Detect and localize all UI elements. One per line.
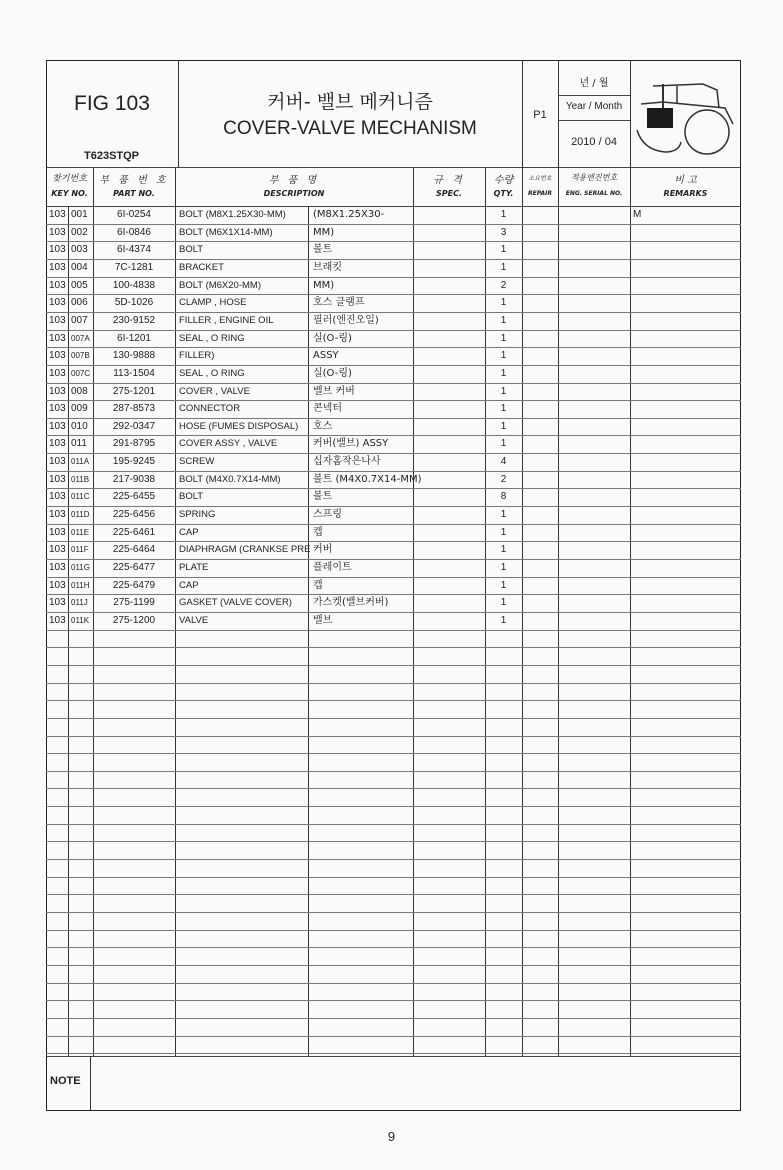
- cell-desc: CLAMP , HOSE: [179, 297, 247, 309]
- cell-desc: SPRING: [179, 509, 216, 520]
- table-row: [0, 612, 783, 630]
- cell-key: 004: [71, 261, 88, 273]
- cell-key: 011J: [71, 598, 88, 608]
- cell-fig: 103: [49, 420, 66, 432]
- cell-desc-kr: 브래킷: [313, 261, 342, 273]
- table-row: [0, 400, 783, 418]
- cell-part: 6I-0254: [117, 209, 151, 220]
- cell-part: 225-6461: [112, 526, 156, 538]
- row-line: [46, 700, 741, 701]
- cell-key: 011F: [71, 545, 89, 555]
- col-header-qty-en: QTY.: [493, 189, 514, 198]
- col-header-key-kr: 찾기번호: [52, 174, 87, 184]
- cell-key: 003: [71, 244, 88, 256]
- cell-qty: 1: [500, 209, 507, 220]
- cell-desc-kr: 콘넥터: [313, 403, 342, 415]
- year-month-korean: 년 / 월: [579, 78, 609, 89]
- cell-desc-kr: 볼트: [313, 491, 333, 503]
- cell-fig: 103: [49, 226, 66, 238]
- col-header-qty-kr: 수량: [493, 175, 514, 186]
- cell-qty: 1: [500, 350, 507, 362]
- cell-desc-kr: ASSY: [313, 350, 339, 362]
- col-header-spec-en: SPEC.: [436, 189, 462, 198]
- cell-desc: GASKET (VALVE COVER): [179, 597, 292, 609]
- cell-part: 292-0347: [112, 420, 156, 432]
- col-header-remarks-kr: 비 고: [674, 175, 697, 186]
- cell-key: 011B: [71, 474, 90, 484]
- col-header-desc-kr: 부 품 명: [268, 175, 320, 186]
- year-month-english: Year / Month: [565, 101, 623, 112]
- cell-part: 195-9245: [112, 456, 156, 468]
- cell-part: 100-4838: [112, 279, 156, 291]
- cell-part: 225-6456: [112, 509, 156, 520]
- cell-desc-kr: 볼트: [313, 244, 333, 256]
- cell-part: 6I-4374: [117, 244, 151, 256]
- col-header-repair-en: REPAIR: [527, 190, 553, 197]
- table-row: [0, 241, 783, 259]
- row-line: [46, 983, 741, 984]
- cell-desc: BOLT (M8X1.25X30-MM): [179, 209, 286, 220]
- cell-part: 225-6479: [112, 579, 156, 591]
- cell-part: 275-1200: [112, 615, 156, 626]
- cell-part: 275-1199: [113, 597, 155, 609]
- cell-qty: 1: [500, 244, 507, 256]
- table-row: [0, 365, 783, 383]
- cell-desc-kr: 볼트 (M4X0.7X14-MM): [313, 473, 422, 485]
- cell-fig: 103: [49, 279, 66, 291]
- cell-desc-kr: 스프링: [313, 509, 342, 520]
- cell-desc-kr: 호스: [313, 420, 333, 432]
- cell-qty: 1: [500, 509, 507, 520]
- cell-key: 011H: [71, 580, 90, 590]
- header-date-line-1: [558, 95, 630, 96]
- row-line: [46, 859, 741, 860]
- cell-key: 007B: [71, 351, 90, 361]
- cell-part: 287-8573: [112, 403, 156, 415]
- cell-fig: 103: [49, 456, 66, 468]
- cell-key: 007: [71, 314, 88, 326]
- row-line: [46, 806, 741, 807]
- cell-qty: 1: [500, 562, 507, 573]
- row-line: [46, 1018, 741, 1019]
- cell-qty: 1: [500, 544, 507, 556]
- cell-part: 6I-0846: [117, 226, 151, 238]
- cell-qty: 2: [500, 473, 507, 485]
- row-line: [46, 912, 741, 913]
- table-row: [0, 471, 783, 489]
- cell-fig: 103: [49, 438, 66, 450]
- cell-key: 011E: [71, 527, 90, 537]
- cell-desc: VALVE: [179, 615, 209, 626]
- cell-desc-kr: 실(O-링): [313, 367, 352, 379]
- cell-qty: 2: [500, 279, 507, 291]
- cell-key: 011G: [71, 563, 90, 572]
- cell-desc: CAP: [179, 526, 199, 538]
- tractor-illustration: [633, 64, 737, 164]
- cell-qty: 1: [500, 438, 507, 450]
- col-header-repair-kr: 소요번호: [528, 175, 552, 182]
- note-divider: [90, 1056, 91, 1111]
- cell-desc-kr: 캡: [313, 526, 323, 538]
- cell-qty: 1: [500, 261, 507, 273]
- cell-fig: 103: [49, 209, 66, 220]
- cell-key: 005: [71, 279, 88, 291]
- row-line: [46, 1053, 741, 1054]
- cell-qty: 1: [500, 314, 507, 326]
- cell-fig: 103: [49, 544, 66, 556]
- table-row: [0, 330, 783, 348]
- cell-fig: 103: [49, 509, 66, 520]
- cell-fig: 103: [49, 473, 66, 485]
- cell-part: 230-9152: [112, 314, 156, 326]
- cell-desc: BOLT: [179, 244, 204, 256]
- row-line: [46, 877, 741, 878]
- cell-part: 7C-1281: [114, 261, 154, 273]
- col-header-remarks-en: REMARKS: [663, 189, 708, 198]
- cell-key: 011: [71, 438, 87, 450]
- table-row: [0, 524, 783, 542]
- issue-date: 2010 / 04: [571, 136, 617, 148]
- cell-fig: 103: [49, 367, 66, 379]
- cell-fig: 103: [49, 579, 66, 591]
- cell-desc-kr: 실(O-링): [313, 332, 352, 344]
- cell-desc: HOSE (FUMES DISPOSAL): [179, 420, 299, 432]
- cell-part: 113-1504: [113, 367, 155, 379]
- table-row: [0, 347, 783, 365]
- cell-part: 217-9038: [112, 473, 156, 485]
- table-row: [0, 506, 783, 524]
- cell-desc-kr: 밸브: [313, 615, 333, 626]
- cell-part: 275-1201: [112, 385, 156, 397]
- cell-key: 008: [71, 385, 88, 397]
- row-line: [46, 647, 741, 648]
- table-row: [0, 453, 783, 471]
- table-row: [0, 435, 783, 453]
- cell-desc: DIAPHRAGM (CRANKSE PRE: [179, 544, 311, 556]
- table-row: [0, 277, 783, 295]
- cell-desc-kr: 십자홈작은나사: [313, 456, 381, 468]
- table-row: [0, 541, 783, 559]
- cell-part: 225-6455: [112, 491, 156, 503]
- cell-qty: 1: [500, 367, 507, 379]
- row-line: [46, 630, 741, 631]
- row-line: [46, 930, 741, 931]
- note-top-line: [46, 1056, 741, 1057]
- cell-fig: 103: [49, 615, 66, 626]
- cell-qty: 1: [500, 420, 507, 432]
- cell-desc: BOLT (M4X0.7X14-MM): [179, 473, 281, 485]
- col-header-spec-kr: 규 격: [433, 175, 465, 186]
- cell-fig: 103: [49, 332, 66, 344]
- row-line: [46, 894, 741, 895]
- cell-key: 010: [71, 420, 88, 432]
- cell-desc-kr: 밸브 커버: [313, 385, 355, 397]
- cell-key: 011A: [71, 457, 90, 467]
- cell-desc: FILLER , ENGINE OIL: [179, 314, 274, 326]
- table-row: [0, 418, 783, 436]
- table-row: [0, 259, 783, 277]
- cell-part: 5D-1026: [114, 297, 154, 309]
- cell-desc: SCREW: [179, 456, 215, 468]
- row-line: [46, 736, 741, 737]
- row-line: [46, 824, 741, 825]
- cell-qty: 4: [500, 456, 507, 468]
- cell-desc-kr: 캡: [313, 579, 323, 591]
- table-row: [0, 488, 783, 506]
- row-line: [46, 788, 741, 789]
- cell-qty: 1: [500, 332, 507, 344]
- header-date-line-2: [558, 120, 630, 121]
- cell-desc: COVER ASSY , VALVE: [179, 438, 278, 450]
- cell-desc: SEAL , O RING: [179, 367, 245, 379]
- cell-desc-kr: (M8X1.25X30-: [313, 209, 385, 220]
- col-header-part-kr: 부 품 번 호: [99, 175, 169, 186]
- cell-desc: BOLT (M6X20-MM): [179, 279, 261, 291]
- cell-key: 011D: [71, 510, 90, 519]
- cell-qty: 1: [500, 403, 507, 415]
- cell-desc: BOLT (M6X1X14-MM): [179, 226, 273, 238]
- row-line: [46, 947, 741, 948]
- row-line: [46, 1000, 741, 1001]
- cell-desc-kr: MM): [313, 279, 335, 291]
- row-line: [46, 665, 741, 666]
- row-line: [46, 965, 741, 966]
- cell-fig: 103: [49, 562, 66, 573]
- table-row: [0, 312, 783, 330]
- cell-key: 001: [71, 209, 88, 220]
- cell-key: 011K: [71, 616, 90, 625]
- table-row: [0, 577, 783, 595]
- table-row: [0, 383, 783, 401]
- header-bottom-line: [46, 167, 741, 168]
- cell-fig: 103: [49, 350, 66, 362]
- cell-remarks: M: [633, 209, 642, 220]
- col-header-desc-en: DESCRIPTION: [263, 189, 325, 198]
- cell-part: 130-9888: [112, 350, 156, 362]
- cell-key: 011C: [71, 492, 90, 502]
- col-header-key-en: KEY NO.: [51, 189, 88, 198]
- cell-key: 002: [71, 226, 88, 238]
- row-line: [46, 683, 741, 684]
- cell-desc-kr: 필러(엔진오일): [313, 314, 379, 326]
- cell-desc-kr: 커버(밸브) ASSY: [313, 438, 389, 450]
- cell-desc-kr: 플레이트: [313, 562, 352, 573]
- cell-desc: FILLER): [179, 350, 215, 362]
- cell-key: 009: [71, 403, 88, 415]
- cell-qty: 1: [500, 297, 507, 309]
- cell-qty: 3: [500, 226, 507, 238]
- engine-highlight: [647, 108, 673, 128]
- cell-desc: BOLT: [179, 491, 204, 503]
- cell-key: 007C: [71, 368, 91, 378]
- cell-qty: 1: [500, 615, 507, 626]
- cell-part: 6I-1201: [117, 332, 151, 344]
- col-header-part-en: PART NO.: [113, 189, 155, 198]
- cell-fig: 103: [49, 526, 66, 538]
- cell-qty: 1: [500, 526, 507, 538]
- cell-desc: BRACKET: [179, 261, 224, 273]
- title-english: COVER-VALVE MECHANISM: [223, 118, 477, 139]
- row-line: [46, 841, 741, 842]
- cell-fig: 103: [49, 297, 66, 309]
- cell-fig: 103: [49, 314, 66, 326]
- cell-part: 225-6464: [112, 544, 156, 556]
- table-row: [0, 206, 783, 224]
- row-line: [46, 1036, 741, 1037]
- cell-qty: 1: [500, 597, 507, 609]
- cell-desc-kr: 가스켓(밸브커버): [313, 597, 389, 609]
- row-line: [46, 753, 741, 754]
- cell-desc: SEAL , O RING: [179, 332, 245, 344]
- table-row: [0, 224, 783, 242]
- cell-qty: 1: [500, 385, 507, 397]
- col-header-eng-en: ENG. SERIAL NO.: [565, 190, 623, 197]
- cell-desc: PLATE: [179, 562, 209, 573]
- cell-desc: CONNECTOR: [179, 403, 241, 415]
- table-row: [0, 594, 783, 612]
- note-label: NOTE: [50, 1075, 81, 1087]
- title-korean: 커버- 밸브 메커니즘: [267, 91, 433, 113]
- cell-desc-kr: 호스 클램프: [313, 297, 365, 309]
- cell-qty: 8: [500, 491, 507, 503]
- cell-qty: 1: [500, 579, 507, 591]
- row-line: [46, 771, 741, 772]
- cell-desc: COVER , VALVE: [179, 385, 250, 397]
- page-code: P1: [533, 109, 547, 121]
- cell-fig: 103: [49, 261, 66, 273]
- cell-desc: CAP: [179, 579, 199, 591]
- page-number: 9: [387, 1129, 396, 1144]
- cell-desc-kr: 커버: [313, 544, 333, 556]
- col-header-eng-kr: 적용엔진번호: [570, 173, 618, 182]
- cell-fig: 103: [49, 244, 66, 256]
- cell-fig: 103: [49, 403, 66, 415]
- cell-fig: 103: [49, 597, 66, 609]
- cell-key: 006: [71, 297, 88, 309]
- cell-part: 291-8795: [112, 438, 156, 450]
- cell-desc-kr: MM): [313, 226, 335, 238]
- model-code: T623STQP: [84, 150, 140, 162]
- cell-key: 007A: [71, 333, 90, 343]
- cell-fig: 103: [49, 491, 66, 503]
- header-divider-4: [630, 60, 631, 167]
- table-row: [0, 294, 783, 312]
- table-row: [0, 559, 783, 577]
- cell-fig: 103: [49, 385, 66, 397]
- figure-number: FIG 103: [74, 92, 150, 115]
- cell-part: 225-6477: [112, 562, 156, 573]
- row-line: [46, 718, 741, 719]
